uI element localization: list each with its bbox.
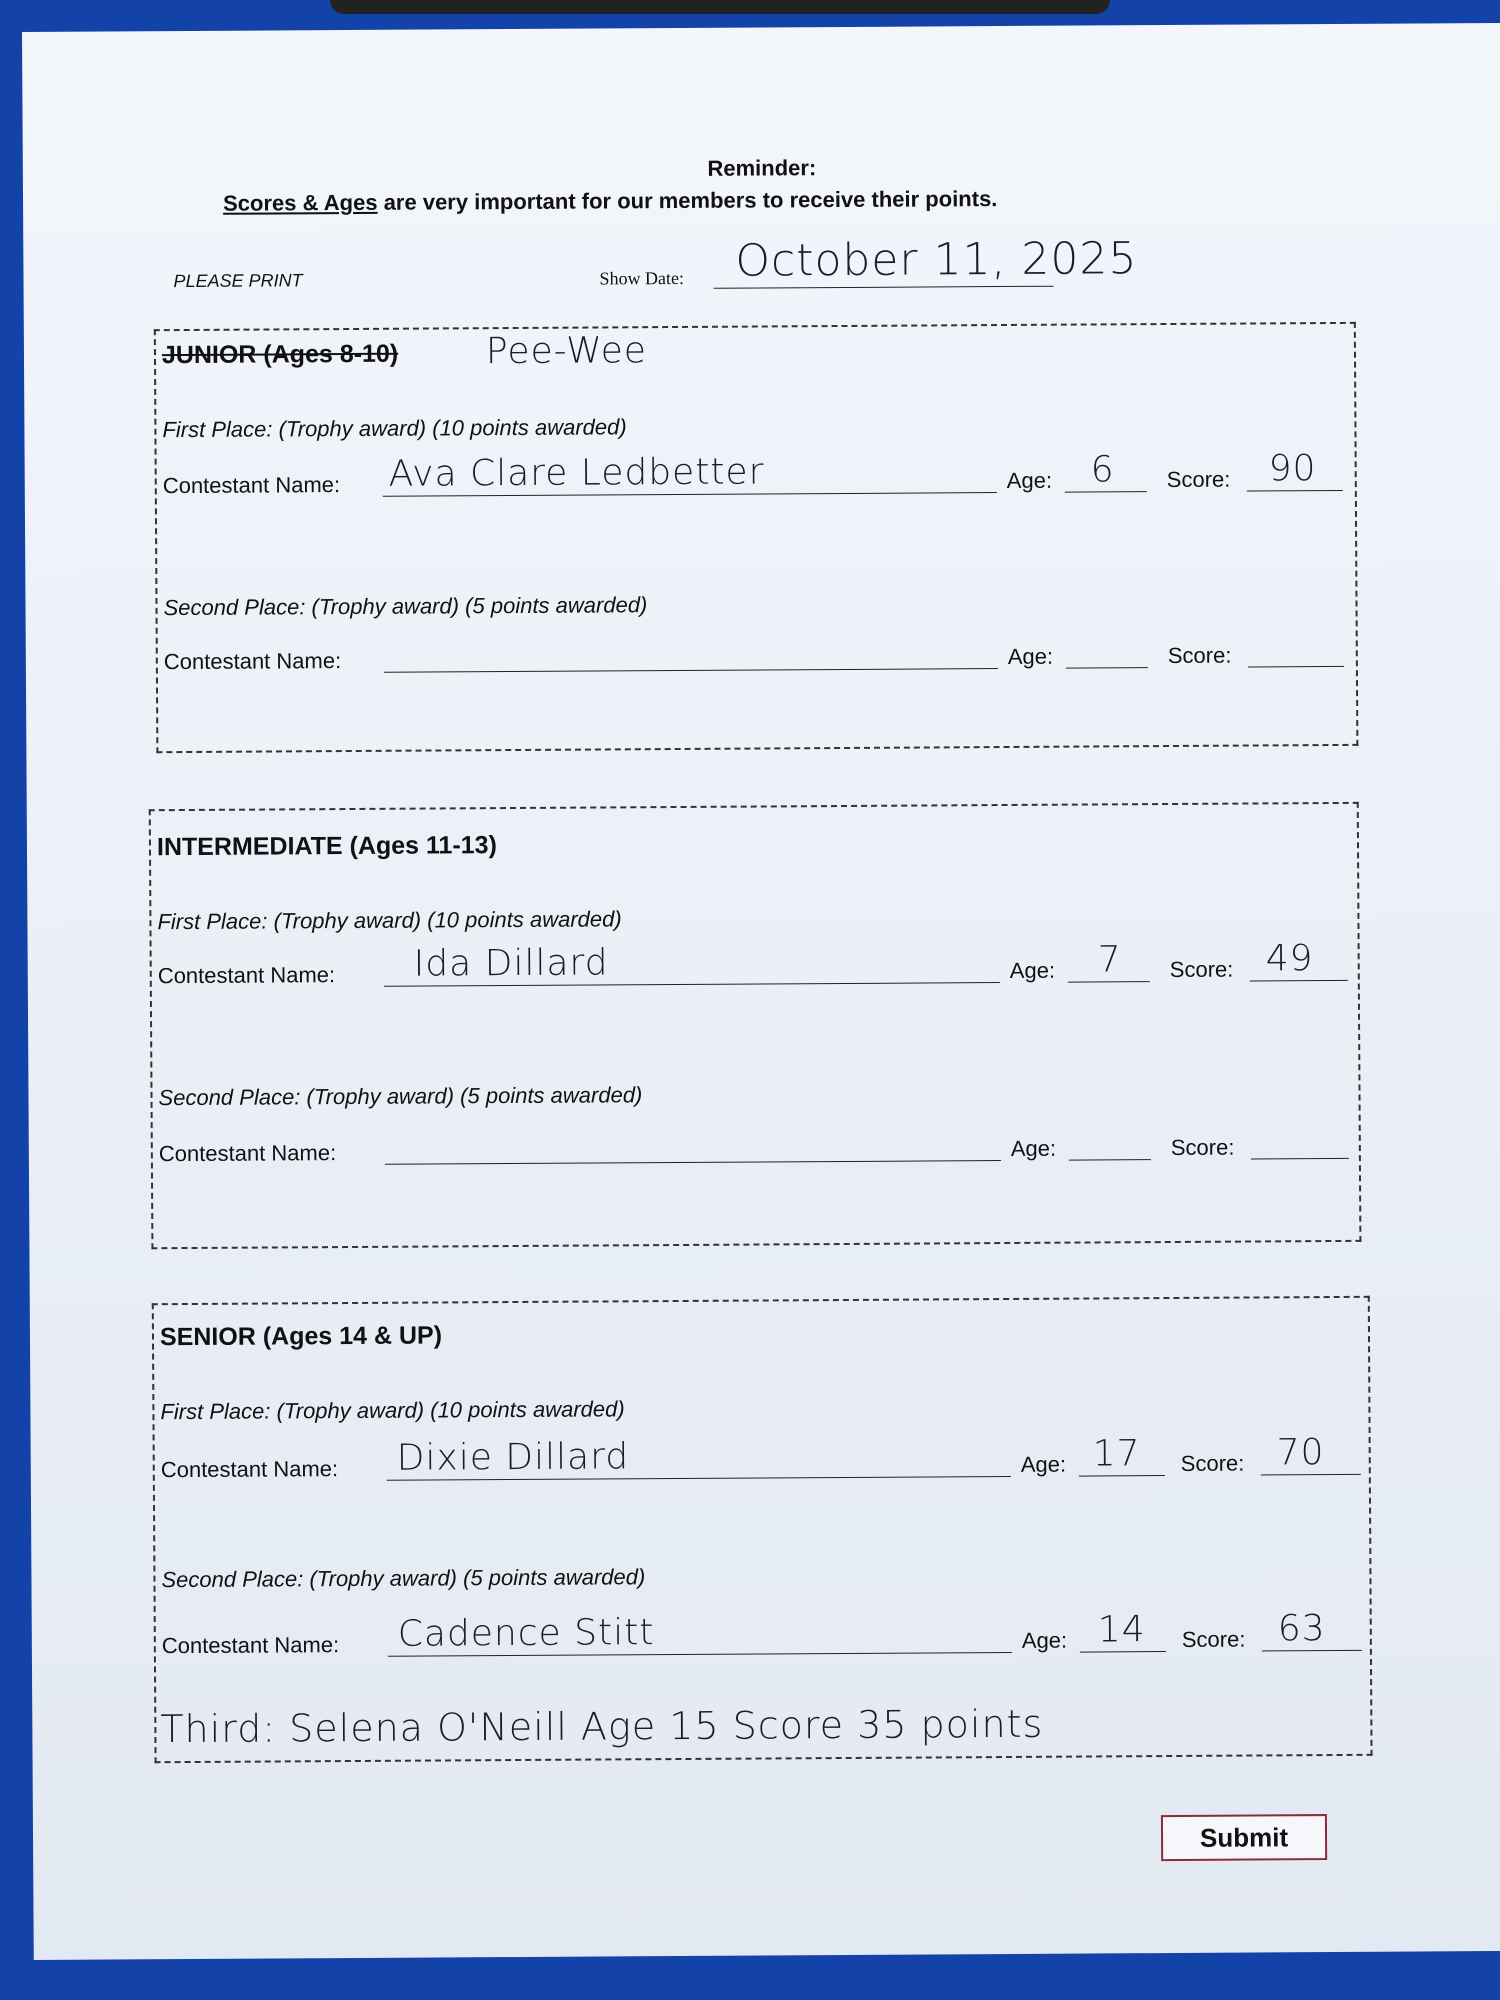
second-place-heading: Second Place: (Trophy award) (5 points awarded) [161, 1564, 646, 1593]
score-field[interactable]: 63 [1277, 1608, 1326, 1650]
score-label: Score: [1169, 956, 1234, 983]
show-date-label: Show Date: [599, 267, 685, 289]
handwritten-division: Pee-Wee [485, 330, 648, 373]
score-field[interactable]: 90 [1268, 448, 1317, 490]
reminder-text [223, 186, 997, 217]
age-label: Age: [1010, 1135, 1057, 1161]
contestant-name-field[interactable]: Ava Clare Ledbetter [388, 451, 765, 495]
first-place-row [157, 938, 1348, 991]
score-label: Score: [1181, 1626, 1246, 1652]
age-label: Age: [1020, 1451, 1067, 1477]
second-place-row [161, 1608, 1362, 1661]
contestant-name-label: Contestant Name: [157, 962, 336, 989]
score-line [1261, 1474, 1361, 1476]
intermediate-section [149, 802, 1362, 1249]
contestant-name-label: Contestant Name: [162, 472, 341, 499]
section-title: JUNIOR (Ages 8-10) [161, 339, 399, 370]
second-place-heading: Second Place: (Trophy award) (5 points awarded) [158, 1082, 643, 1111]
first-place-row [162, 448, 1343, 501]
score-label: Score: [1167, 642, 1232, 669]
section-title: SENIOR (Ages 14 & UP) [159, 1321, 443, 1352]
score-field[interactable]: 70 [1276, 1432, 1325, 1474]
age-label: Age: [1007, 643, 1054, 669]
score-label: Score: [1170, 1134, 1235, 1161]
contestant-name-label: Contestant Name: [160, 1456, 339, 1483]
age-line [1080, 1651, 1166, 1653]
second-place-row [159, 1122, 1349, 1169]
show-date-field[interactable]: October 11, 2025 [735, 233, 1138, 287]
age-field[interactable]: 17 [1092, 1433, 1141, 1475]
score-line [1262, 1650, 1362, 1652]
first-place-heading: First Place: (Trophy award) (10 points awarded) [160, 1396, 625, 1425]
age-field[interactable]: 7 [1097, 939, 1122, 981]
score-line [1250, 980, 1348, 982]
age-line [1069, 1159, 1151, 1161]
age-line [1079, 1475, 1165, 1477]
first-place-heading: First Place: (Trophy award) (10 points awarded) [162, 414, 627, 443]
age-label: Age: [1009, 957, 1056, 983]
score-label: Score: [1180, 1450, 1245, 1476]
contestant-name-field[interactable]: Dixie Dillard [396, 1436, 630, 1479]
name-line [384, 668, 998, 673]
reminder-title: Reminder: [707, 155, 817, 181]
senior-section [152, 1296, 1373, 1763]
score-line [1251, 1158, 1349, 1160]
age-field[interactable]: 6 [1090, 449, 1115, 491]
third-place-note: Third: Selena O'Neill Age 15 Score 35 points [160, 1701, 1044, 1752]
reminder-body: are very important for our members to receive their points. [377, 186, 998, 215]
age-line [1068, 981, 1150, 983]
score-line [1248, 666, 1344, 668]
age-label: Age: [1021, 1627, 1068, 1653]
clipboard-clip [330, 0, 1110, 14]
second-place-row [164, 630, 1344, 677]
second-place-heading: Second Place: (Trophy award) (5 points awarded) [163, 592, 648, 621]
junior-section [154, 322, 1359, 753]
contestant-name-field[interactable]: Cadence Stitt [397, 1612, 655, 1655]
contestant-name-label: Contestant Name: [161, 1632, 340, 1659]
submit-button[interactable]: Submit [1161, 1814, 1327, 1861]
age-label: Age: [1006, 467, 1053, 493]
age-line [1066, 667, 1148, 669]
score-line [1247, 490, 1343, 492]
reminder-emphasis: Scores & Ages [222, 189, 378, 216]
score-field[interactable]: 49 [1265, 938, 1314, 980]
age-line [1065, 491, 1147, 493]
contestant-name-label: Contestant Name: [163, 648, 342, 675]
form-paper [22, 23, 1500, 1960]
contestant-name-field[interactable]: Ida Dillard [413, 942, 609, 985]
first-place-row [160, 1432, 1361, 1485]
name-line [385, 1160, 1001, 1165]
first-place-heading: First Place: (Trophy award) (10 points awarded) [157, 906, 622, 935]
please-print-label: PLEASE PRINT [173, 270, 303, 292]
age-field[interactable]: 14 [1097, 1609, 1146, 1651]
section-title: INTERMEDIATE (Ages 11-13) [156, 831, 497, 862]
score-label: Score: [1166, 466, 1231, 493]
contestant-name-label: Contestant Name: [158, 1140, 337, 1167]
